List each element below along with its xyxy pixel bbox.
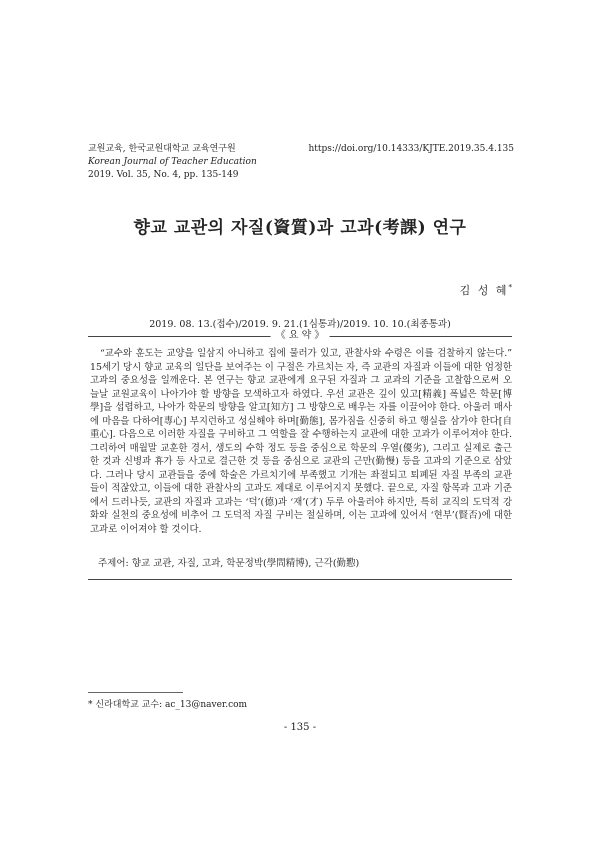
abstract-heading-line <box>88 330 512 342</box>
author-name <box>460 282 512 298</box>
footnote-divider <box>88 692 183 693</box>
publisher-line: 교원교육, 한국교원대학교 교육연구원 <box>88 144 236 154</box>
page-number: - 135 - <box>283 722 317 733</box>
journal-header <box>88 143 257 182</box>
abstract-heading: 《 요 약 》 <box>271 330 330 342</box>
journal-title-en: Korean Journal of Teacher Education <box>88 157 257 167</box>
divider <box>88 579 512 580</box>
author-footnote: * 신라대학교 교수: ac_13@naver.com <box>88 700 248 710</box>
submission-dates: 2019. 08. 13.(접수)/2019. 9. 21.(1심통과)/2019. 10. 10.(최종통과) <box>149 319 451 330</box>
author-name-text: 김 성 혜 <box>459 284 509 297</box>
doi-link[interactable]: https://doi.org/10.14333/KJTE.2019.35.4.135 <box>308 144 514 154</box>
paper-title: 향교 교관의 자질(資質)과 고과(考課) 연구 <box>133 218 467 238</box>
volume-line: 2019. Vol. 35, No. 4, pp. 135-149 <box>88 170 239 180</box>
author-footnote-mark: * <box>508 283 512 292</box>
abstract-body: “교수와 훈도는 교양을 일삼지 아니하고 집에 물러가 있고, 관찰사와 수령은 이를 검찰하지 않는다.” 15세기 당시 향교 교육의 일단을 보여주는 이 구절은 가르치는 자, 즉 교관의 자질과 이들에 대한 엄정한 고과의 중요성을 일깨운다. 본 연구는 향교 교관에게 요구된 자질과 그 교과의 기준을 고찰함으로써 오늘날 교원교육이 나아가야 할 방향을 모색하고자 하였다. 우선 교관은 깊이 있고[精義] 폭넓은 학문[博學]을 섭렵하고, 나아가 학문의 방향을 알고[知方] 그 방향으로 배우는 자를 이끌어야 한다. 아울러 매사에 마음을 다하여[專心] 부지런하고 성실해야 하며[勤態], 몸가짐을 신중히 하고 행실을 삼가야 한다[自重心]. 다음으로 이러한 자질을 구비하고 그 역할을 잘 수행하는지 교관에 대한 고과가 이루어져야 한다. 그리하여 매월말 교훈한 경서, 생도의 수학 정도 등을 중심으로 학문의 우열(優劣), 그리고 실제로 출근한 것과 신병과 휴가 등 사고로 결근한 것 등을 중심으로 교관의 근만(勤慢) 등을 고과의 기준으로 삼았다. 그러나 당시 교관들을 중에 학술은 가르치기에 부족했고 기개는 좌절되고 퇴폐된 자질 부족의 교관들이 적잖았고, 이들에 대한 관찰사의 고과도 제대로 이루어지지 못했다. 끝으로, 자질 항목과 고과 기준에서 드러나듯, 교관의 자질과 고과는 ‘덕’(德)과 ‘재’(才) 두루 아울러야 하지만, 특히 교직의 도덕적 강화와 실천의 중요성에 비추어 그 도덕적 자질 구비는 절실하며, 이는 고과에 있어서 ‘현부’(賢否)에 대한 고과로 이어져야 할 것이다. <box>90 348 512 535</box>
keywords: 주제어: 향교 교관, 자질, 고과, 학문정박(學問精博), 근각(勤懃) <box>98 558 360 569</box>
